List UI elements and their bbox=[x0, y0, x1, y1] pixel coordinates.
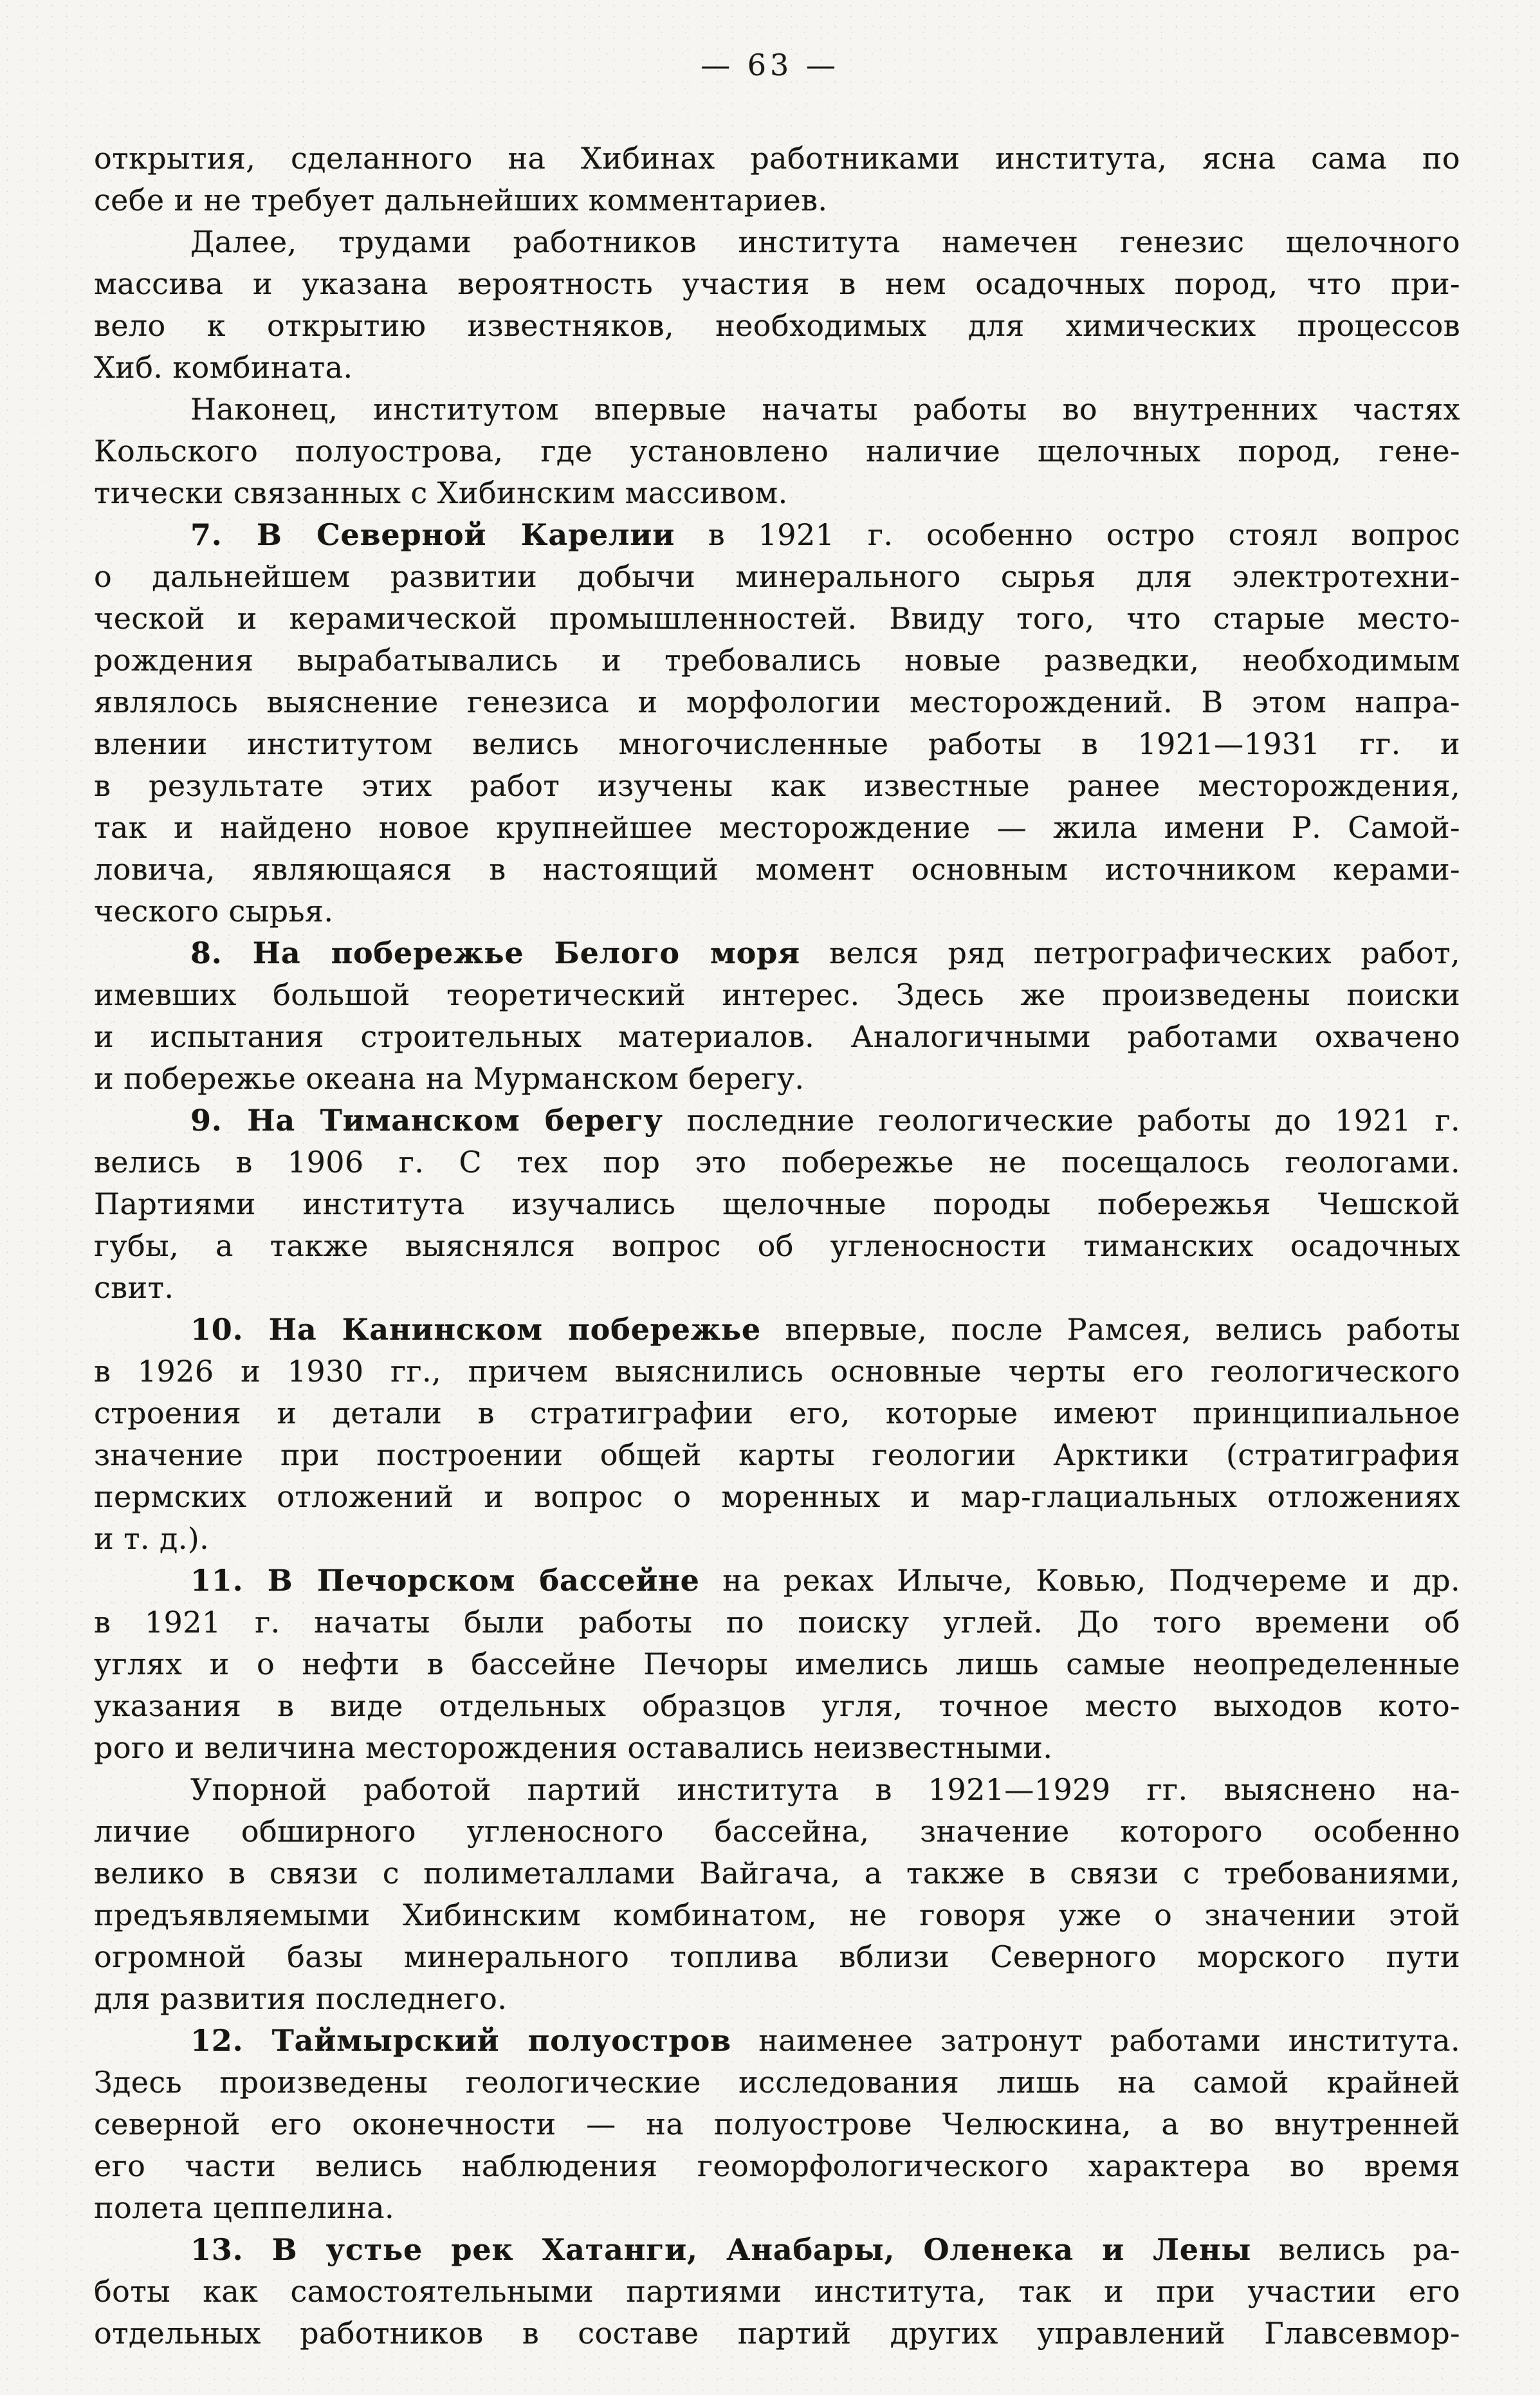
text-line: Кольского полуострова, где установлено наличие щелочных пород, гене- bbox=[94, 434, 1460, 468]
text-line: указания в виде отдельных образцов угля, точное место выходов кото- bbox=[94, 1688, 1460, 1723]
paragraph-section-7 bbox=[94, 514, 1460, 932]
text-line: Партиями института изучались щелочные породы побережья Чешской bbox=[94, 1187, 1460, 1221]
section-heading: 8. На побережье Белого моря bbox=[190, 936, 800, 970]
text-line bbox=[94, 1100, 1460, 1142]
text-line: имевших большой теоретический интерес. Здесь же произведены поиски bbox=[94, 977, 1460, 1012]
text-line: тически связанных с Хибинским массивом. bbox=[94, 476, 788, 510]
text-line: Упорной работой партий института в 1921—1929 гг. выяснено на- bbox=[190, 1772, 1460, 1807]
paragraph-section-10 bbox=[94, 1309, 1460, 1560]
paragraph bbox=[94, 138, 1460, 221]
text-line bbox=[94, 1560, 1460, 1602]
paragraph-section-9 bbox=[94, 1100, 1460, 1309]
page-number: — 63 — bbox=[701, 48, 839, 82]
section-heading: 10. На Канинском побережье bbox=[190, 1312, 761, 1347]
text-line: Наконец, институтом впервые начаты работы во внутренних частях bbox=[190, 392, 1460, 427]
text-line: велись в 1906 г. С тех пор это побережье не посещалось геологами. bbox=[94, 1145, 1460, 1179]
text-line: пермских отложений и вопрос о моренных и мар-глациальных отложениях bbox=[94, 1479, 1460, 1514]
text-line: для развития последнего. bbox=[94, 1981, 508, 2016]
text-line: рого и величина месторождения оставались неизвестными. bbox=[94, 1730, 1053, 1765]
text-line: рождения вырабатывались и требовались новые разведки, необходимым bbox=[94, 643, 1460, 678]
text-line: значение при построении общей карты геологии Арктики (стратиграфия bbox=[94, 1438, 1460, 1472]
text-line: велико в связи с полиметаллами Вайгача, а также в связи с требованиями, bbox=[94, 1856, 1460, 1891]
text-line bbox=[94, 2020, 1460, 2062]
section-heading-rest: впервые, после Рамсея, велись работы bbox=[761, 1312, 1460, 1347]
text-line: в 1926 и 1930 гг., причем выяснились основные черты его геологического bbox=[94, 1354, 1460, 1389]
section-heading-rest: наименее затронут работами института. bbox=[731, 2023, 1460, 2058]
text-line bbox=[94, 2229, 1460, 2271]
text-line: вело к открытию известняков, необходимых для химических процессов bbox=[94, 308, 1460, 343]
section-heading: 13. В устье рек Хатанги, Анабары, Оленека и Лены bbox=[190, 2232, 1252, 2267]
paragraph bbox=[94, 1769, 1460, 2020]
text-line: и побережье океана на Мурманском берегу. bbox=[94, 1061, 805, 1096]
text-line: влении институтом велись многочисленные работы в 1921—1931 гг. и bbox=[94, 726, 1460, 761]
section-heading-rest: последние геологические работы до 1921 г. bbox=[663, 1103, 1460, 1138]
section-heading: 7. В Северной Карелии bbox=[190, 517, 675, 552]
text-line: строения и детали в стратиграфии его, которые имеют принципиальное bbox=[94, 1396, 1460, 1430]
paragraph-section-11 bbox=[94, 1560, 1460, 1769]
text-line: Далее, трудами работников института намечен генезис щелочного bbox=[190, 225, 1460, 259]
paragraph-section-8 bbox=[94, 932, 1460, 1100]
text-line: Хиб. комбината. bbox=[94, 350, 353, 385]
paragraph-section-12 bbox=[94, 2020, 1460, 2229]
text-line: так и найдено новое крупнейшее месторождение — жила имени Р. Самой- bbox=[94, 810, 1460, 845]
text-line: открытия, сделанного на Хибинах работниками института, ясна сама по bbox=[94, 141, 1460, 176]
text-line bbox=[94, 932, 1460, 974]
page-body-text bbox=[94, 138, 1460, 2354]
text-line bbox=[94, 1309, 1460, 1351]
text-line bbox=[94, 514, 1460, 556]
text-line: массива и указана вероятность участия в нем осадочных пород, что при- bbox=[94, 266, 1460, 301]
text-line: являлось выяснение генезиса и морфологии месторождений. В этом напра- bbox=[94, 685, 1460, 719]
text-line: и испытания строительных материалов. Аналогичными работами охвачено bbox=[94, 1019, 1460, 1054]
text-line: личие обширного угленосного бассейна, значение которого особенно bbox=[94, 1814, 1460, 1849]
text-line: огромной базы минерального топлива вблизи Северного морского пути bbox=[94, 1939, 1460, 1974]
text-line: углях и о нефти в бассейне Печоры имелись лишь самые неопределенные bbox=[94, 1647, 1460, 1681]
text-line: Здесь произведены геологические исследования лишь на самой крайней bbox=[94, 2065, 1460, 2100]
section-heading: 12. Таймырский полуостров bbox=[190, 2023, 731, 2058]
text-line: о дальнейшем развитии добычи минерального сырья для электротехни- bbox=[94, 559, 1460, 594]
section-heading: 9. На Тиманском берегу bbox=[190, 1103, 663, 1138]
section-heading-rest: в 1921 г. особенно остро стоял вопрос bbox=[675, 517, 1460, 552]
section-heading: 11. В Печорском бассейне bbox=[190, 1563, 700, 1598]
text-line: полета цеппелина. bbox=[94, 2190, 395, 2225]
text-line: в результате этих работ изучены как известные ранее месторождения, bbox=[94, 768, 1460, 803]
section-heading-rest: велись ра- bbox=[1251, 2232, 1461, 2267]
paragraph bbox=[94, 221, 1460, 389]
paragraph bbox=[94, 389, 1460, 514]
text-line: себе и не требует дальнейших комментариев. bbox=[94, 183, 828, 217]
text-line: свит. bbox=[94, 1270, 174, 1305]
text-line: его части велись наблюдения геоморфологического характера во время bbox=[94, 2149, 1460, 2183]
text-line: предъявляемыми Хибинским комбинатом, не говоря уже о значении этой bbox=[94, 1898, 1460, 1932]
section-heading-rest: на реках Илыче, Ковью, Подчереме и др. bbox=[699, 1563, 1460, 1598]
text-line: отдельных работников в составе партий других управлений Главсевмор- bbox=[94, 2316, 1460, 2351]
text-line: и т. д.). bbox=[94, 1521, 210, 1556]
text-line: в 1921 г. начаты были работы по поиску углей. До того времени об bbox=[94, 1605, 1460, 1640]
section-heading-rest: велся ряд петрографических работ, bbox=[800, 936, 1460, 970]
paragraph-section-13 bbox=[94, 2229, 1460, 2354]
text-line: ческой и керамической промышленностей. Ввиду того, что старые место- bbox=[94, 601, 1460, 636]
text-line: боты как самостоятельными партиями института, так и при участии его bbox=[94, 2274, 1460, 2309]
text-line: северной его оконечности — на полуострове Челюскина, а во внутренней bbox=[94, 2107, 1460, 2141]
text-line: губы, а также выяснялся вопрос об угленосности тиманских осадочных bbox=[94, 1228, 1460, 1263]
text-line: ловича, являющаяся в настоящий момент основным источником керами- bbox=[94, 852, 1460, 887]
text-line: ческого сырья. bbox=[94, 894, 334, 929]
